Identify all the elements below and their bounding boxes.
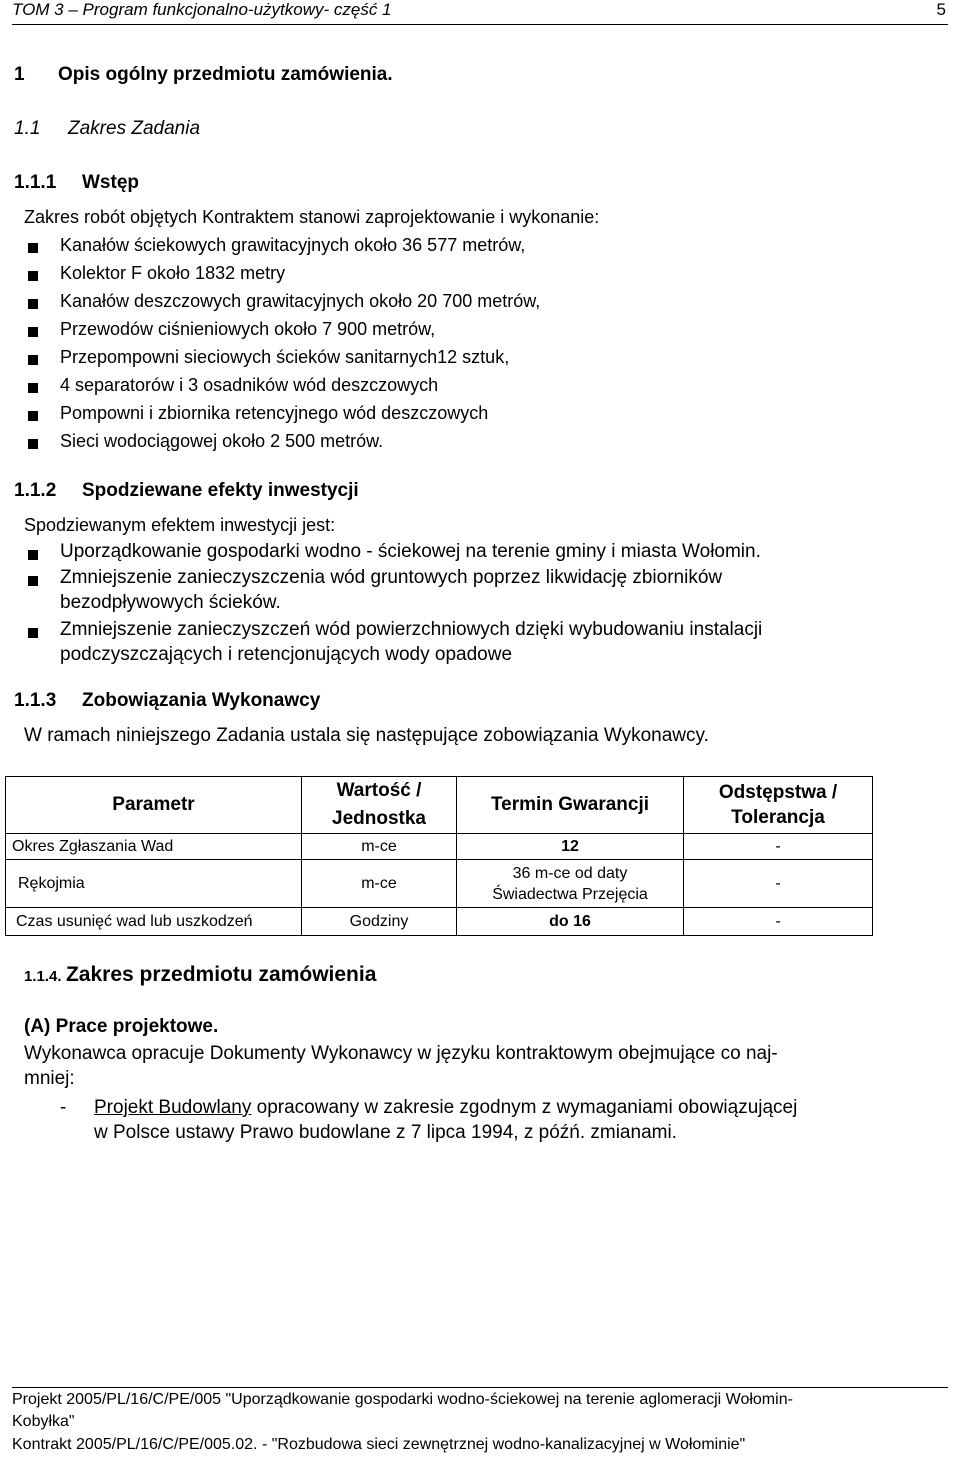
bullet-icon xyxy=(28,355,38,365)
bullet-icon xyxy=(28,411,38,421)
bullet-icon xyxy=(28,271,38,281)
section-1-1-title: Zakres Zadania xyxy=(68,118,201,139)
footer-line3: Kontrakt 2005/PL/16/C/PE/005.02. - "Rozbudowa sieci zewnętrznej wodno-kanalizacyjnej w Wołominie" xyxy=(12,1436,746,1453)
part-a-paragraph-line2: mniej: xyxy=(24,1068,75,1089)
header-parametr: Parametr xyxy=(6,777,302,834)
table-row: Rękojmia m-ce 36 m-ce od daty Świadectwa Przejęcia - xyxy=(6,860,873,908)
warranty-table xyxy=(5,776,873,936)
bullet-icon xyxy=(28,383,38,393)
section-1-1-number: 1.1 xyxy=(14,118,41,139)
section-1-1-2-title: Spodziewane efekty inwestycji xyxy=(82,480,359,501)
header-title: TOM 3 – Program funkcjonalno-użytkowy- część 1 xyxy=(12,0,392,19)
section-1-1-3-heading xyxy=(14,690,321,712)
section-1-1-3-number: 1.1.3 xyxy=(14,690,57,711)
projekt-budowlany-link[interactable]: Projekt Budowlany xyxy=(94,1097,252,1118)
footer-line2: Kobyłka" xyxy=(12,1413,75,1430)
obligations-intro: W ramach niniejszego Zadania ustala się następujące zobowiązania Wykonawcy. xyxy=(24,725,709,746)
section-1-heading xyxy=(14,64,393,86)
header-wartosc: Wartość / Jednostka xyxy=(302,777,457,834)
footer-rule xyxy=(12,1387,948,1389)
section-1-1-4-heading xyxy=(24,963,376,987)
table-row: Czas usunięć wad lub uszkodzeń Godziny do 16 - xyxy=(6,908,873,936)
section-1-number: 1 xyxy=(14,64,25,85)
page-number: 5 xyxy=(936,0,946,19)
bullet-icon xyxy=(28,243,38,253)
bullet-icon xyxy=(28,439,38,449)
section-1-1-heading xyxy=(14,118,201,140)
header-termin: Termin Gwarancji xyxy=(457,777,684,834)
header-odstepstwa: Odstępstwa / Tolerancja xyxy=(684,777,873,834)
section-1-1-4-number: 1.1.4. xyxy=(24,968,62,985)
part-a-item-line2: w Polsce ustawy Prawo budowlane z 7 lipca 1994, z późń. zmianami. xyxy=(94,1122,677,1143)
table-row: Okres Zgłaszania Wad m-ce 12 - xyxy=(6,834,873,860)
section-1-1-1-title: Wstęp xyxy=(82,172,139,193)
bullet-icon xyxy=(28,550,38,560)
section-1-1-4-title: Zakres przedmiotu zamówienia xyxy=(65,963,377,986)
part-a-paragraph-line1: Wykonawca opracuje Dokumenty Wykonawcy w języku kontraktowym obejmujące co naj- xyxy=(24,1043,778,1064)
part-a-dash: - xyxy=(60,1097,67,1118)
section-1-1-3-title: Zobowiązania Wykonawcy xyxy=(82,690,321,711)
part-a-item: Projekt Budowlany opracowany w zakresie zgodnym z wymaganiami obowiązującej xyxy=(94,1097,798,1118)
bullet-icon xyxy=(28,576,38,586)
page-header xyxy=(12,0,948,25)
bullet-icon xyxy=(28,327,38,337)
bullet-icon xyxy=(28,628,38,638)
part-a-title: (A) Prace projektowe. xyxy=(24,1016,219,1037)
section-1-1-2-heading xyxy=(14,480,359,502)
section-1-1-1-heading xyxy=(14,172,139,194)
effects-intro: Spodziewanym efektem inwestycji jest: xyxy=(24,515,336,535)
scope-intro: Zakres robót objętych Kontraktem stanowi zaprojektowanie i wykonanie: xyxy=(24,207,600,227)
table-header-row xyxy=(6,777,873,834)
footer-line1: Projekt 2005/PL/16/C/PE/005 "Uporządkowanie gospodarki wodno-ściekowej na terenie aglomeracji Wołomin- xyxy=(12,1391,793,1408)
bullet-icon xyxy=(28,299,38,309)
section-1-1-1-number: 1.1.1 xyxy=(14,172,57,193)
section-1-title: Opis ogólny przedmiotu zamówienia. xyxy=(58,64,393,85)
section-1-1-2-number: 1.1.2 xyxy=(14,480,57,501)
